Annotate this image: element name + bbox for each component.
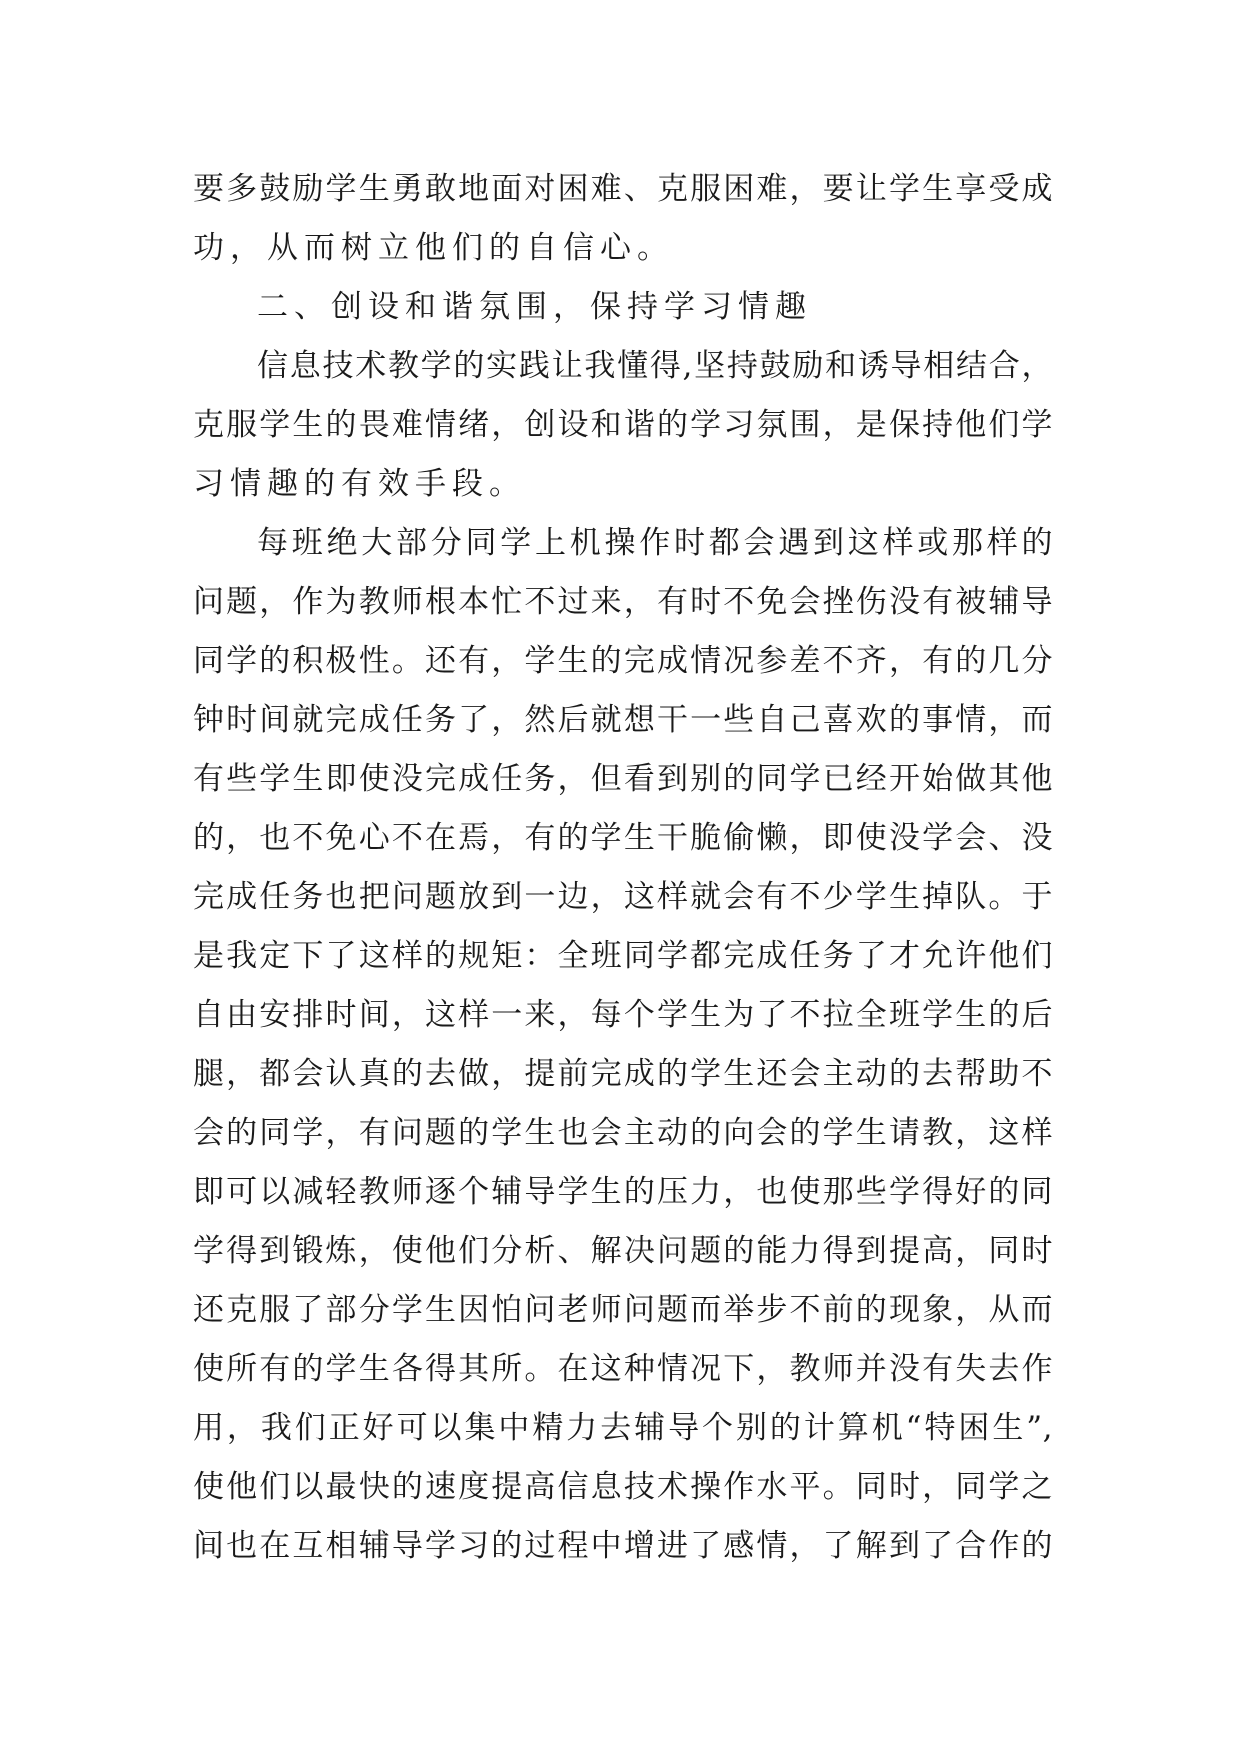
text-line: 学得到锻炼，使他们分析、解决问题的能力得到提高，同时: [193, 1233, 1053, 1269]
text-line: 完成任务也把问题放到一边，这样就会有不少学生掉队。于: [193, 879, 1053, 915]
text-line: 习情趣的有效手段。: [193, 466, 526, 502]
text-line: 克服学生的畏难情绪，创设和谐的学习氛围，是保持他们学: [193, 407, 1053, 443]
text-line: 有些学生即使没完成任务，但看到别的同学已经开始做其他: [193, 761, 1053, 797]
text-line: 问题，作为教师根本忙不过来，有时不免会挫伤没有被辅导: [193, 584, 1053, 620]
text-line: 每班绝大部分同学上机操作时都会遇到这样或那样的: [257, 525, 1053, 561]
text-line: 会的同学，有问题的学生也会主动的向会的学生请教，这样: [193, 1115, 1053, 1151]
section-heading: 二、创设和谐氛围，保持学习情趣: [257, 289, 812, 325]
text-line: 使所有的学生各得其所。在这种情况下，教师并没有失去作: [193, 1351, 1053, 1387]
document-body: [193, 160, 1053, 1576]
text-line: 功，从而树立他们的自信心。: [193, 230, 674, 266]
text-line: 自由安排时间，这样一来，每个学生为了不拉全班学生的后: [193, 997, 1053, 1033]
text-line: 钟时间就完成任务了，然后就想干一些自己喜欢的事情，而: [193, 702, 1053, 738]
text-line: 间也在互相辅导学习的过程中增进了感情，了解到了合作的: [193, 1528, 1053, 1564]
text-line: 使他们以最快的速度提高信息技术操作水平。同时，同学之: [193, 1469, 1053, 1505]
text-line: 信息技术教学的实践让我懂得,坚持鼓励和诱导相结合，: [257, 348, 1053, 384]
text-line: 还克服了部分学生因怕问老师问题而举步不前的现象，从而: [193, 1292, 1053, 1328]
text-line: 要多鼓励学生勇敢地面对困难、克服困难，要让学生享受成: [193, 171, 1053, 207]
text-line: 同学的积极性。还有，学生的完成情况参差不齐，有的几分: [193, 643, 1053, 679]
text-line: 腿，都会认真的去做，提前完成的学生还会主动的去帮助不: [193, 1056, 1053, 1092]
text-line: 即可以减轻教师逐个辅导学生的压力，也使那些学得好的同: [193, 1174, 1053, 1210]
text-line: 的，也不免心不在焉，有的学生干脆偷懒，即使没学会、没: [193, 820, 1053, 856]
text-line: 是我定下了这样的规矩：全班同学都完成任务了才允许他们: [193, 938, 1053, 974]
text-line: 用，我们正好可以集中精力去辅导个别的计算机“特困生”,: [193, 1410, 1053, 1446]
